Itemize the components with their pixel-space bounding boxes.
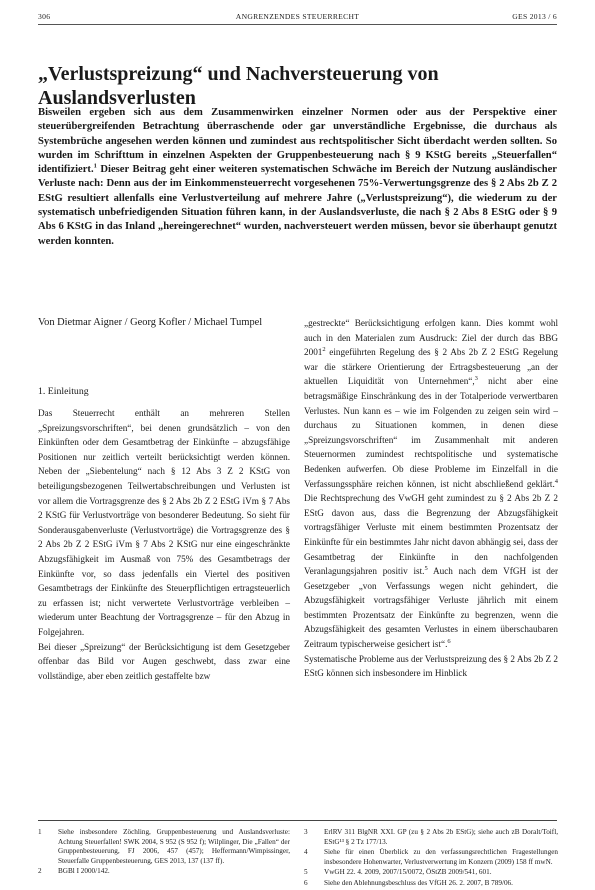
footnote-number: 6 [304, 878, 308, 887]
footnote-text: BGBl I 2000/142. [58, 867, 110, 876]
footnote-text: Siehe den Ablehnungsbeschluss des VfGH 26. 2. 2007, B 789/06. [324, 878, 513, 887]
body-column-left [38, 406, 290, 683]
text-run: Die Rechtsprechung des VwGH geht zumindest zu § 2 Abs 2b Z 2 EStG davon aus, dass die Begrenzung der Abzugsfähigkeit vortragsfähiger Verluste mit einem bestimmten Prozentsatz der Einkünfte für ein bestimmtes Jahr nicht davon abhängig sei, dass der Gesamtbetrag der Einkünfte in den nachfolgenden Veranlagungsjahren positiv ist. [304, 493, 558, 577]
footnote [38, 867, 290, 877]
footnote-number: 4 [304, 848, 308, 857]
footnote-ref-1: 1 [93, 162, 97, 170]
abstract-text-2: Dieser Beitrag geht einer weiteren systematischen Schwäche im Bereich der Nutzung ausländischer Verluste nach: Denn aus der im Einkommensteuerrecht vorgesehenen 75%-Verwertungsgrenze des § 2 Abs 2b Z 2 EStG resultiert allenfalls eine Verlustverteilung auf mehrere Jahre („Verlustspreizung“), die wiederum zu der systematisch unbefriedigenden Situation führen kann, in der Auslandsverluste, die nach § 2 Abs 8 EStG oder § 9 Abs 6 KStG in das Inland „hereingerechnet“ wurden, nachversteuert werden müssen, bevor sie überhaupt genutzt werden konnten. [38, 164, 557, 247]
footnote-ref-5: 5 [424, 565, 428, 573]
section-name: ANGRENZENDES STEUERRECHT [235, 12, 360, 21]
footnote-text: ErlRV 311 BlgNR XXI. GP (zu § 2 Abs 2b EStG); siehe auch zB Doralt/Toifl, EStG¹³ § 2 Tz 177/13. [324, 828, 558, 846]
footnote-number: 5 [304, 868, 308, 877]
article-title: „Verlustspreizung“ und Nachversteuerung von Auslandsverlusten [38, 63, 439, 109]
body-paragraph: Das Steuerrecht enthält an mehreren Stellen „Spreizungsvorschriften“, bei denen grundsätzlich – von den Einkünften oder dem Gesamtbetrag der Einkünfte – abzugsfähige Positionen nur zeitlich verteilt berücksichtigt werden können. Neben der „Siebentelung“ nach § 12 Abs 3 Z 2 KStG von beteiligungsbezogenen Teilwertabschreibungen und Verlusten ist vor allem die Vortragsgrenze des § 2 Abs 2b Z 2 EStG iVm § 7 Abs 2 KStG für Verlustvorträge von besonderer Bedeutung. So sieht für Sonderausgabenverluste (Verlustvorträge) die Vortragsgrenze des § 2 Abs 2b Z 2 EStG iVm § 7 Abs 2 KStG nur eine eingeschränkte Abzugsfähigkeit im Ausmaß von 75% des Gesamtbetrags der Einkünfte vor, so dass jedenfalls ein Viertel des positiven Gesamtbetrags der Einkünfte des Steuerpflichtigen ertragsteuerlich zu erfassen ist; nicht verwertete Verlustvorträge verbleiben – wiederum unter Beachtung der Vortragsgrenze – für den Abzug in Folgejahren. [38, 408, 290, 637]
footnote-text: Siehe insbesondere Zöchling, Gruppenbesteuerung und Auslandsverluste: Achtung Steuerfallen! SWK 2004, S 952 (S 952 f); Wilplinger, Die „Fallen“ der Gruppenbesteuerung, FJ 2006, 457 (457); Heffermann/Wimpissinger, Steuerfalle Gruppenbesteuerung, GES 2013, 137 (137 ff). [58, 828, 290, 865]
abstract-text-1: Bisweilen ergeben sich aus dem Zusammenwirken einzelner Normen oder aus der Perspektive einer steuerübergreifenden Betrachtung überraschende oder gar unverständliche Ergebnisse, die durchaus als Systembrüche angesehen werden können und zumindest aus rechtspolitischer Sicht überdacht werden sollten. So wurden im Schrifttum in einzelnen Aspekten der Gruppenbesteuerung nach § 9 KStG bereits „Steuerfallen“ identifiziert. [38, 107, 557, 176]
footnote-ref-4: 4 [554, 477, 558, 485]
running-header [38, 12, 557, 25]
text-run: Auch nach dem VfGH ist der Gesetzgeber „von Verfassungs wegen nicht gehindert, die Abzugsfähigkeit vortragsfähiger Verluste jährlich mit einem bestimmten Prozentsatz der Einkünfte zu begrenzen, wenn die Abzugsfähigkeit des gesamten Verlustes in einem überschaubaren Zeitraum typischerweise gesichert ist“. [304, 566, 559, 650]
body-paragraph [304, 316, 558, 652]
text-run: nicht aber eine betragsmäßige Einschränkung des in der Totalperiode verwertbaren Verlustes. Nun kann es – wie im Folgenden zu zeigen sein wird – durchaus zu Situationen kommen, in denen diese „Spreizungsvorschriften“ im Zusammenhalt mit anderen Steuernormen zumindest rechtspolitische und systematische Bedenken aufwerfen. Ob diese Probleme im Einzelfall in die Verfassungssphäre reichen können, ist nicht abschließend geklärt. [304, 376, 558, 489]
section-heading: 1. Einleitung [38, 386, 89, 397]
text-run: eingeführten Regelung des § 2 Abs 2b Z 2 EStG Regelung war die stärkere Orientierung der Ertragsbesteuerung „an der aktuellen Liquidität von Unternehmen“, [304, 347, 558, 387]
body-paragraph: Bei dieser „Spreizung“ der Berücksichtigung ist dem Gesetzgeber offenbar das Bild vor Augen geschwebt, dass zwar eine vollständige, aber eben zeitlich gestaffelte bzw [38, 641, 290, 681]
footnotes-right [304, 828, 558, 890]
footnote [304, 828, 558, 847]
footnote-number: 2 [38, 867, 42, 876]
footnote-number: 3 [304, 828, 308, 836]
abstract [38, 106, 557, 249]
footnotes-left [38, 828, 290, 878]
body-column-right [304, 316, 558, 681]
footnote [304, 848, 558, 867]
footnote-number: 1 [38, 828, 42, 836]
text-run: „gestreckte“ Berücksichtigung erfolgen kann. Dies kommt wohl auch in den Materialen zum Ausdruck: Ziel der durch das BBG 2001 [304, 318, 558, 358]
footnote-rule [38, 820, 557, 821]
page-number: 306 [38, 12, 51, 21]
author-line: Von Dietmar Aigner / Georg Kofler / Michael Tumpel [38, 317, 263, 328]
footnote [38, 828, 290, 866]
footnote [304, 879, 558, 889]
footnote-text: Siehe für einen Überblick zu den verfassungsrechtlichen Fragestellungen insbesondere Hohenwarter, Verlustverwertung im Konzern (2009) 158 ff mwN. [324, 848, 558, 866]
footnote-ref-6: 6 [447, 638, 451, 645]
footnote [304, 868, 558, 878]
footnote-ref-2: 2 [322, 346, 326, 354]
journal-issue: GES 2013 / 6 [512, 12, 557, 21]
body-paragraph: Systematische Probleme aus der Verlustspreizung des § 2 Abs 2b Z 2 EStG können sich insbesondere im Hinblick [304, 653, 558, 679]
footnote-ref-3: 3 [474, 375, 478, 383]
footnote-text: VwGH 22. 4. 2009, 2007/15/0072, ÖStZB 2009/541, 601. [324, 868, 492, 877]
